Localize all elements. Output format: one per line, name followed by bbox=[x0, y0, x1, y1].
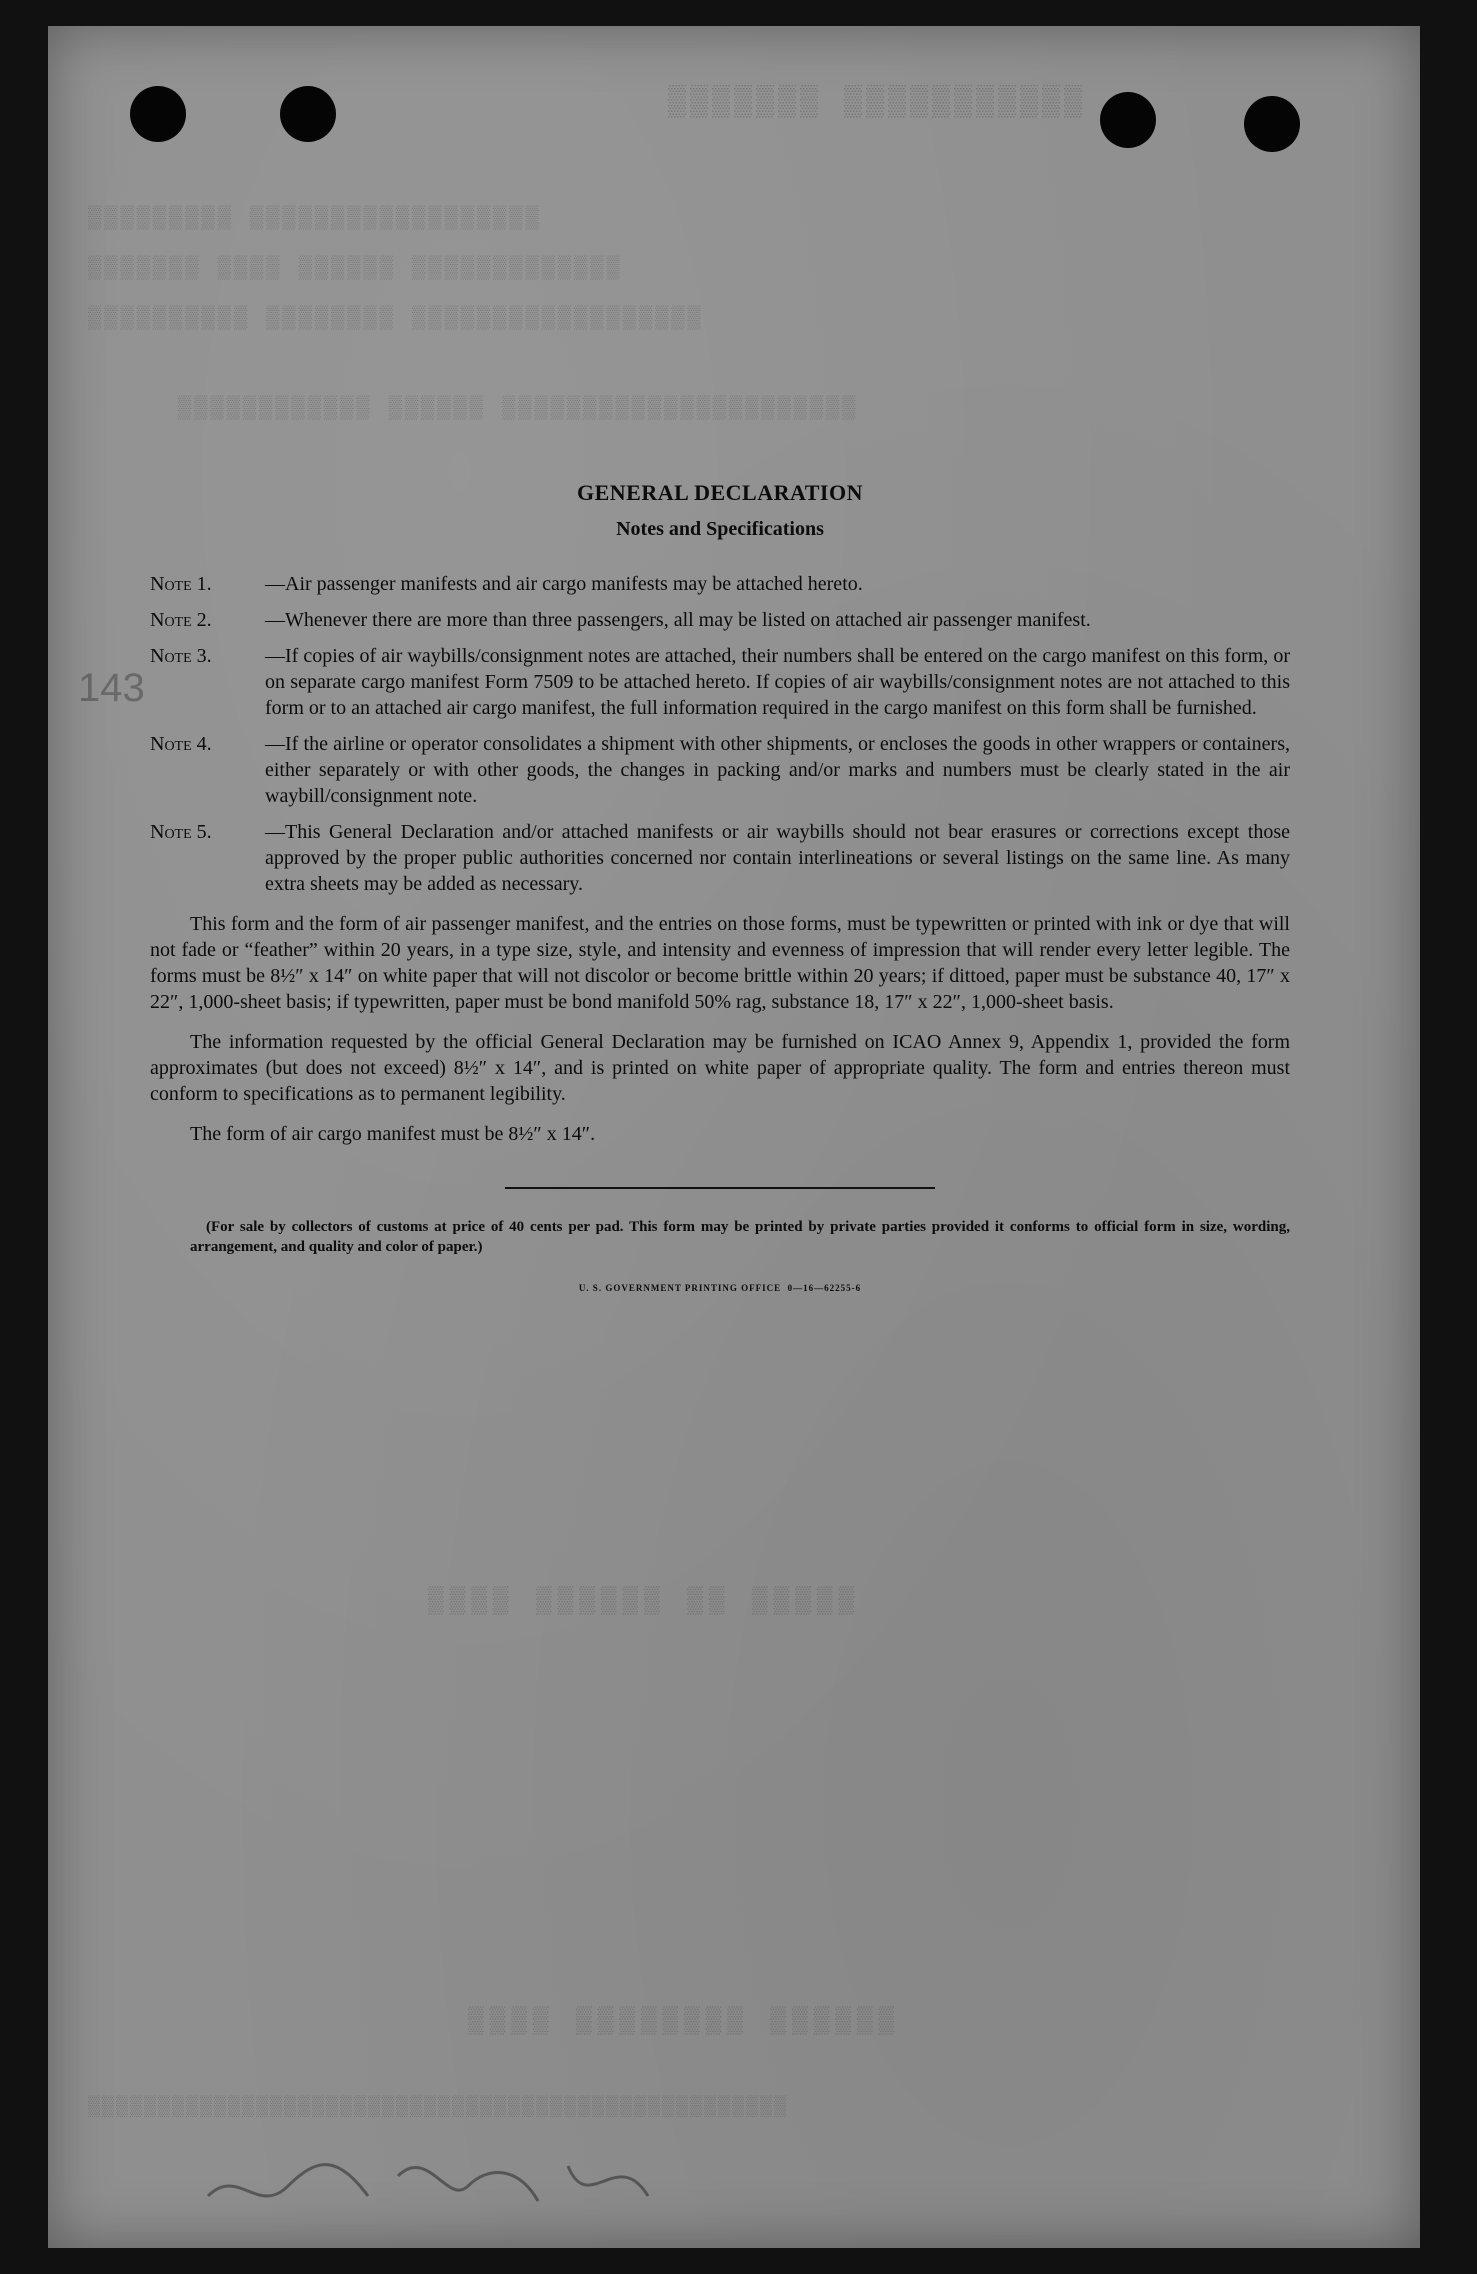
note-3 bbox=[150, 643, 1290, 721]
note-1 bbox=[150, 571, 1290, 597]
note-label: Note 2. bbox=[150, 609, 212, 631]
paragraph-cargo-manifest-size: The form of air cargo manifest must be 8½″ x 14″. bbox=[190, 1123, 596, 1145]
note-5 bbox=[150, 819, 1290, 897]
bleed-through-row-5: ▒▒▒▒ ▒▒▒▒▒▒ ▒▒ ▒▒▒▒▒ bbox=[428, 1586, 861, 1616]
punch-hole-right-2 bbox=[1244, 96, 1300, 152]
punch-hole-left-2 bbox=[280, 86, 336, 142]
margin-number: 143 bbox=[78, 666, 145, 710]
horizontal-rule bbox=[505, 1187, 935, 1189]
note-label: Note 4. bbox=[150, 733, 212, 755]
page-title: GENERAL DECLARATION bbox=[577, 480, 863, 505]
note-text: —If copies of air waybills/consignment notes are attached, their numbers shall be entered on the cargo manifest on this form, or on separate cargo manifest Form 7509 to be attached hereto. If copies of air waybills/consignment notes are not attached to this form or to an attached air cargo manifest, the full information required in the cargo manifest on this form shall be furnished. bbox=[265, 645, 1290, 719]
paragraph-icao-annex: The information requested by the official General Declaration may be furnished on ICAO Annex 9, Appendix 1, provided the form approximates (but does not exceed) 8½″ x 14″, and is printed on white paper of appropriate quality. The form and entries thereon must conform to specifications as to permanent legibility. bbox=[150, 1031, 1290, 1105]
note-text: —Air passenger manifests and air cargo manifests may be attached hereto. bbox=[265, 573, 863, 595]
note-text: —Whenever there are more than three passengers, all may be listed on attached air passenger manifest. bbox=[265, 609, 1091, 631]
printing-office-imprint: U. S. GOVERNMENT PRINTING OFFICE 0—16—62255-6 bbox=[578, 1283, 862, 1293]
note-label: Note 5. bbox=[150, 821, 212, 843]
sale-notice: (For sale by collectors of customs at price of 40 cents per pad. This form may be printed by private parties provided it conforms to official form in size, wording, arrangement, and quality and color of paper.) bbox=[190, 1219, 1290, 1255]
punch-hole-right-1 bbox=[1100, 92, 1156, 148]
page-subtitle: Notes and Specifications bbox=[616, 518, 824, 540]
bleed-through-row-6: ▒▒▒▒ ▒▒▒▒▒▒▒▒ ▒▒▒▒▒▒ bbox=[468, 2006, 901, 2036]
note-4 bbox=[150, 731, 1290, 809]
bleed-through-row-7: ▒▒▒▒▒▒▒▒▒▒▒▒▒▒▒▒▒▒▒▒▒▒▒▒▒▒▒▒▒▒▒▒▒▒▒▒▒▒▒▒▒▒▒▒▒▒▒▒▒▒ bbox=[88, 2096, 789, 2119]
note-label: Note 3. bbox=[150, 645, 212, 667]
punch-hole-left-1 bbox=[130, 86, 186, 142]
bleed-through-row-2: ▒▒▒▒▒▒▒ ▒▒▒▒ ▒▒▒▒▒▒ ▒▒▒▒▒▒▒▒▒▒▒▒▒ bbox=[88, 256, 623, 281]
note-text: —If the airline or operator consolidates a shipment with other shipments, or encloses the goods in other wrappers or containers, either separately or with other goods, the changes in packing and/or marks and numbers must be clearly stated in the air waybill/consignment note. bbox=[265, 733, 1290, 807]
bleed-through-row-1: ▒▒▒▒▒▒▒▒▒ ▒▒▒▒▒▒▒▒▒▒▒▒▒▒▒▒▒▒ bbox=[88, 206, 542, 231]
note-text: —This General Declaration and/or attached manifests or air waybills should not bear erasures or corrections except those approved by the proper public authorities concerned nor contain interlineations or several listings on the same line. As many extra sheets may be added as necessary. bbox=[265, 821, 1290, 895]
note-2 bbox=[150, 607, 1290, 633]
bleed-through-row-3: ▒▒▒▒▒▒▒▒▒▒ ▒▒▒▒▒▒▒▒ ▒▒▒▒▒▒▒▒▒▒▒▒▒▒▒▒▒▒ bbox=[88, 306, 704, 331]
bleed-through-row-4: ▒▒▒▒▒▒▒▒▒▒▒▒ ▒▒▒▒▒▒ ▒▒▒▒▒▒▒▒▒▒▒▒▒▒▒▒▒▒▒▒▒▒ bbox=[178, 396, 859, 421]
notes-and-specifications bbox=[150, 480, 1290, 1293]
bleed-through-header: ▒▒▒▒▒▒▒ ▒▒▒▒▒▒▒▒▒▒▒ bbox=[668, 86, 1087, 120]
paragraph-form-requirements: This form and the form of air passenger manifest, and the entries on those forms, must be typewritten or printed with ink or dye that will not fade or “feather” within 20 years, in a type size, style, and intensity and evenness of impression that will render every letter legible. The forms must be 8½″ x 14″ on white paper that will not discolor or become brittle within 20 years; if dittoed, paper must be substance 40, 17″ x 22″, 1,000-sheet basis; if typewritten, paper must be bond manifold 50% rag, substance 18, 17″ x 22″, 1,000-sheet basis. bbox=[150, 913, 1290, 1013]
note-label: Note 1. bbox=[150, 573, 212, 595]
bleed-through-signature bbox=[198, 2126, 718, 2236]
